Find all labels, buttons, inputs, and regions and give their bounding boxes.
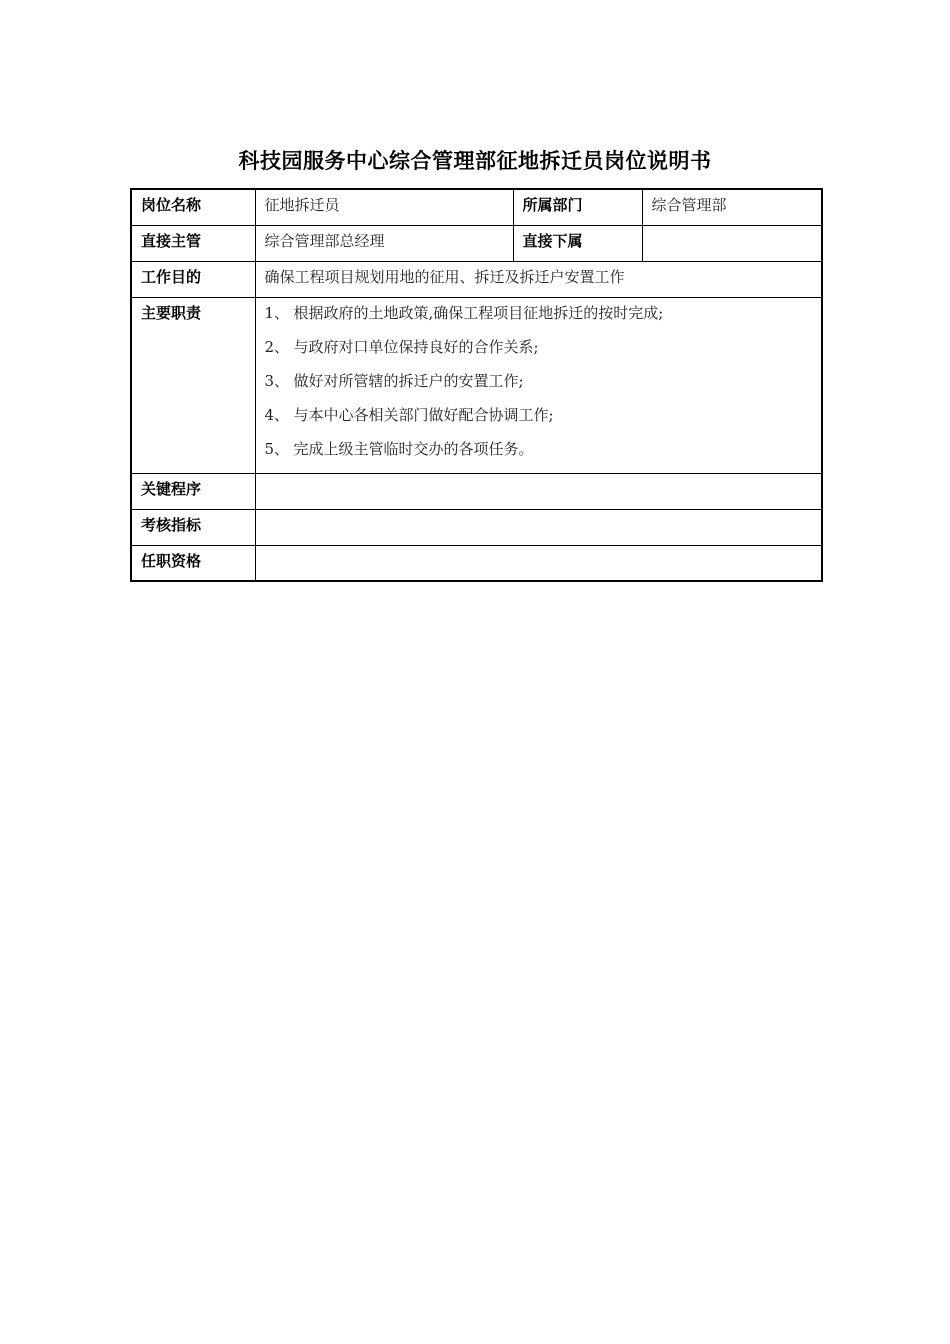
purpose-value: 确保工程项目规划用地的征用、拆迁及拆迁户安置工作	[255, 261, 822, 297]
position-name-value: 征地拆迁员	[255, 189, 513, 225]
duty-number: 1、	[264, 303, 290, 322]
procedures-label: 关键程序	[131, 473, 255, 509]
job-description-table	[130, 188, 823, 582]
duties-cell	[255, 297, 822, 473]
table-row	[131, 545, 822, 581]
list-item	[265, 439, 813, 473]
duty-text: 完成上级主管临时交办的各项任务。	[293, 439, 534, 458]
duty-text: 与本中心各相关部门做好配合协调工作;	[293, 405, 554, 424]
table-row	[131, 189, 822, 225]
duties-label: 主要职责	[131, 297, 255, 473]
duty-text: 与政府对口单位保持良好的合作关系;	[293, 337, 539, 356]
qualifications-label: 任职资格	[131, 545, 255, 581]
duty-text: 做好对所管辖的拆迁户的安置工作;	[293, 371, 524, 390]
list-item	[265, 337, 813, 371]
list-item	[265, 371, 813, 405]
department-label: 所属部门	[513, 189, 642, 225]
subordinate-label: 直接下属	[513, 225, 642, 261]
table-row	[131, 473, 822, 509]
subordinate-value	[642, 225, 822, 261]
document-title: 科技园服务中心综合管理部征地拆迁员岗位说明书	[238, 149, 712, 173]
duty-number: 4、	[264, 405, 290, 424]
department-value: 综合管理部	[642, 189, 822, 225]
list-item	[265, 303, 813, 337]
table-row	[131, 509, 822, 545]
supervisor-value: 综合管理部总经理	[255, 225, 513, 261]
table-row	[131, 261, 822, 297]
duty-text: 根据政府的土地政策,确保工程项目征地拆迁的按时完成;	[293, 303, 664, 322]
duties-list	[265, 303, 813, 473]
procedures-value	[255, 473, 822, 509]
kpi-label: 考核指标	[131, 509, 255, 545]
qualifications-value	[255, 545, 822, 581]
duty-number: 3、	[264, 371, 290, 390]
duty-number: 2、	[264, 337, 290, 356]
supervisor-label: 直接主管	[131, 225, 255, 261]
position-name-label: 岗位名称	[131, 189, 255, 225]
kpi-value	[255, 509, 822, 545]
purpose-label: 工作目的	[131, 261, 255, 297]
list-item	[265, 405, 813, 439]
duty-number: 5、	[264, 439, 290, 458]
table-row	[131, 225, 822, 261]
table-row	[131, 297, 822, 473]
